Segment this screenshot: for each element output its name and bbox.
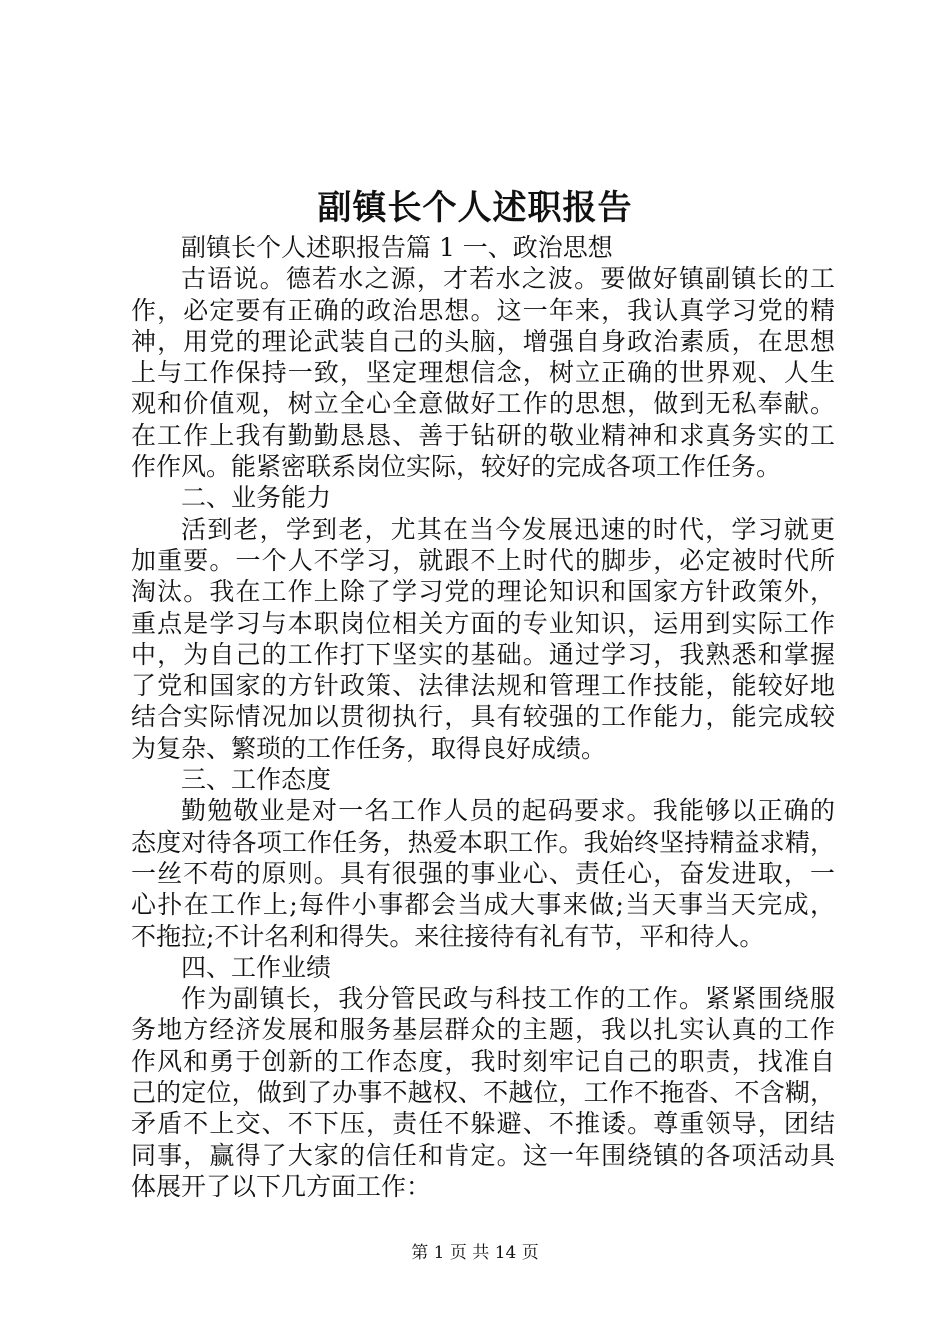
text-line: 上与工作保持一致，坚定理想信念，树立正确的世界观、人生 (131, 358, 835, 388)
text-line: 活到老，学到老，尤其在当今发展迅速的时代，学习就更 (181, 514, 835, 544)
text-line: 为复杂、繁琐的工作任务，取得良好成绩。 (131, 733, 607, 763)
text-line: 作为副镇长，我分管民政与科技工作的工作。紧紧围绕服 (181, 984, 835, 1014)
text-line: 作风和勇于创新的工作态度，我时刻牢记自己的职责，找准自 (131, 1046, 835, 1076)
text-line: 心扑在工作上;每件小事都会当成大事来做;当天事当天完成， (131, 890, 835, 920)
text-line: 观和价值观，树立全心全意做好工作的思想，做到无私奉献。 (131, 389, 835, 419)
text-line: 己的定位，做到了办事不越权、不越位，工作不拖沓、不含糊， (131, 1078, 835, 1108)
section-heading: 二、业务能力 (181, 483, 332, 513)
text-line: 态度对待各项工作任务，热爱本职工作。我始终坚持精益求精， (131, 827, 835, 857)
text-line: 矛盾不上交、不下压，责任不躲避、不推诿。尊重领导，团结 (131, 1109, 835, 1139)
document-title: 副镇长个人述职报告 (317, 188, 633, 228)
text-line: 了党和国家的方针政策、法律法规和管理工作技能，能较好地 (131, 671, 835, 701)
document-body (131, 232, 835, 1202)
page-footer: 第 1 页 共 14 页 (411, 1243, 539, 1263)
section-heading: 四、工作业绩 (181, 952, 332, 982)
text-line: 中，为自己的工作打下坚实的基础。通过学习，我熟悉和掌握 (131, 639, 835, 669)
text-line: 副镇长个人述职报告篇 1 一、政治思想 (181, 233, 613, 262)
text-line: 结合实际情况加以贯彻执行，具有较强的工作能力，能完成较 (131, 702, 835, 732)
text-line: 一丝不苟的原则。具有很强的事业心、责任心，奋发进取，一 (131, 858, 835, 888)
text-line: 务地方经济发展和服务基层群众的主题，我以扎实认真的工作 (131, 1015, 835, 1045)
text-line: 同事，赢得了大家的信任和肯定。这一年围绕镇的各项活动具 (131, 1140, 835, 1170)
text-line: 作作风。能紧密联系岗位实际，较好的完成各项工作任务。 (131, 452, 782, 482)
text-line: 加重要。一个人不学习，就跟不上时代的脚步，必定被时代所 (131, 545, 835, 575)
text-line: 神，用党的理论武装自己的头脑，增强自身政治素质，在思想 (131, 326, 835, 356)
text-line: 古语说。德若水之源，才若水之波。要做好镇副镇长的工 (181, 264, 835, 294)
text-line: 勤勉敬业是对一名工作人员的起码要求。我能够以正确的 (181, 796, 835, 826)
text-line: 作，必定要有正确的政治思想。这一年来，我认真学习党的精 (131, 295, 835, 325)
text-line: 重点是学习与本职岗位相关方面的专业知识，运用到实际工作 (131, 608, 835, 638)
text-line: 不拖拉;不计名利和得失。来往接待有礼有节，平和待人。 (131, 921, 765, 951)
section-heading: 三、工作态度 (181, 765, 332, 795)
text-line: 在工作上我有勤勤恳恳、善于钻研的敬业精神和求真务实的工 (131, 420, 835, 450)
text-line: 体展开了以下几方面工作： (131, 1171, 432, 1201)
text-line: 淘汰。我在工作上除了学习党的理论知识和国家方针政策外， (131, 577, 835, 607)
